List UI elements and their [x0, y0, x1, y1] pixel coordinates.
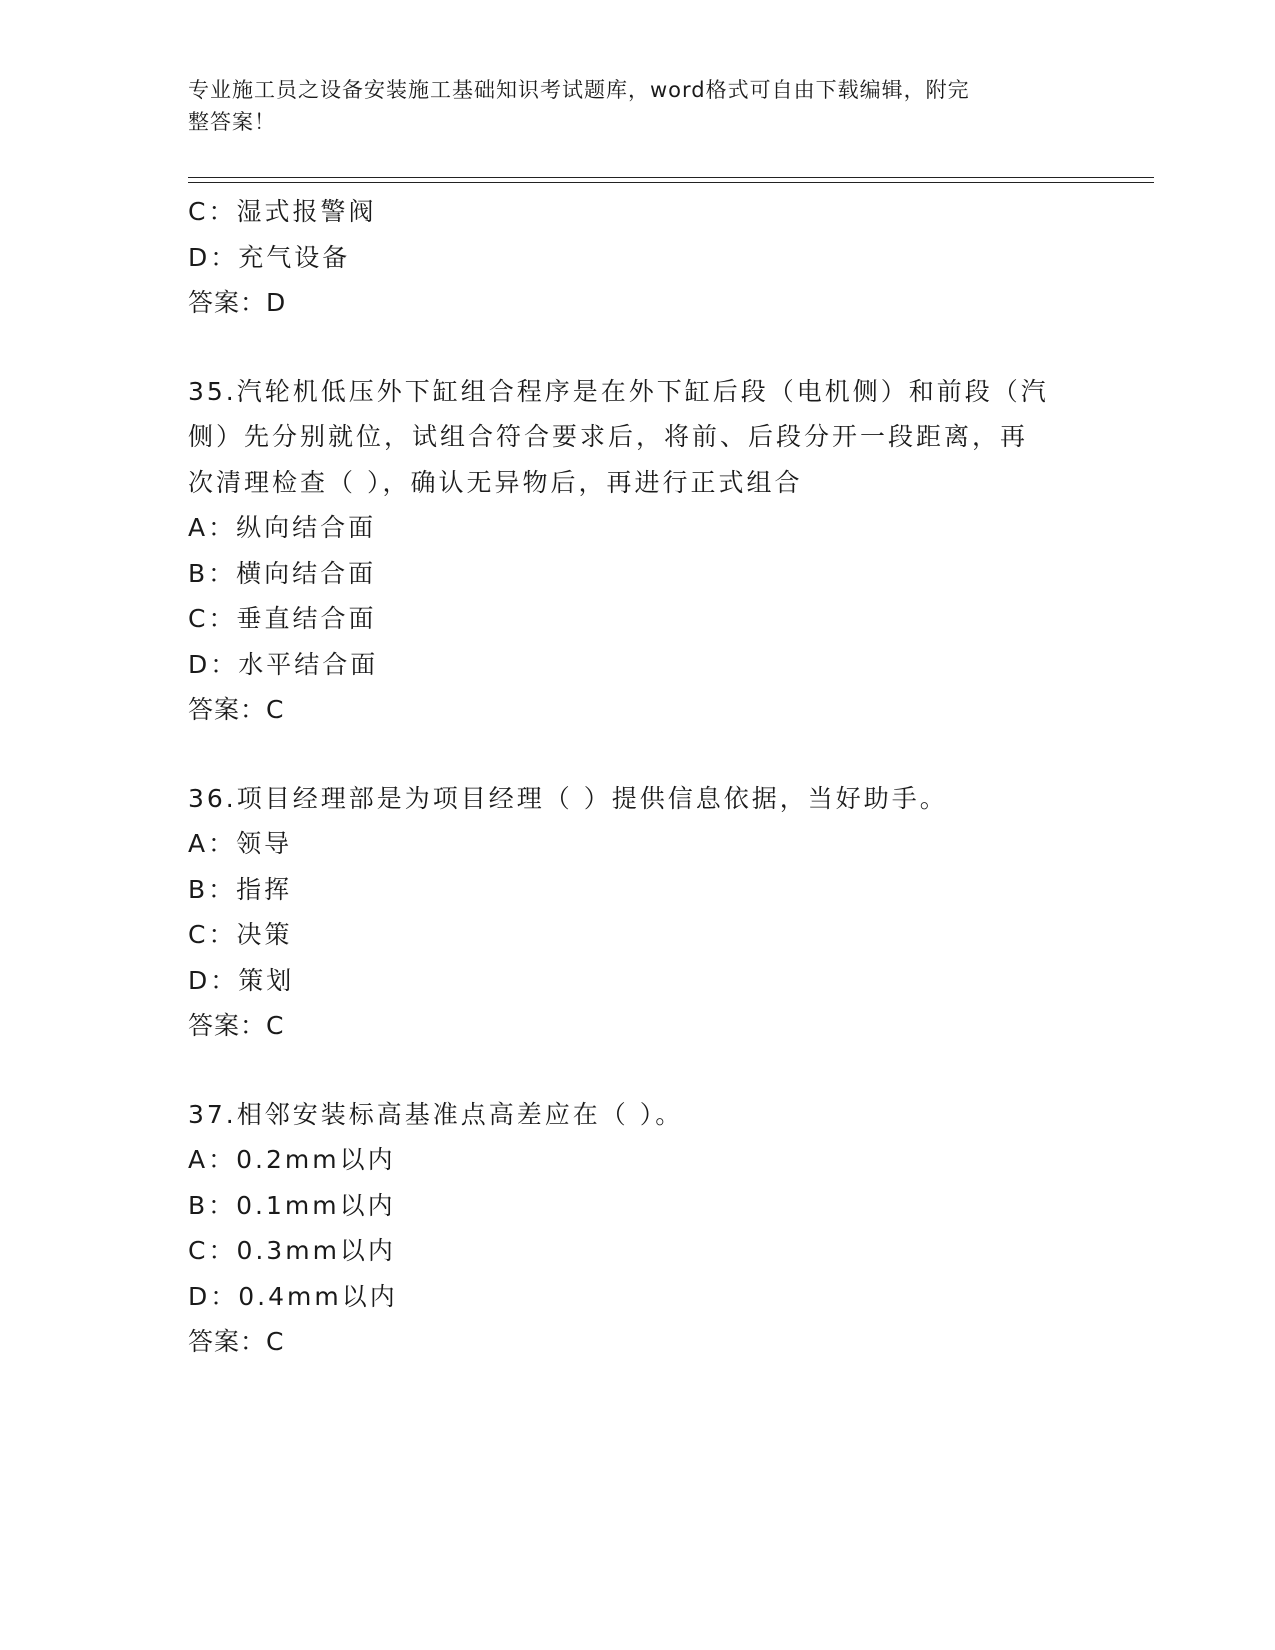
spacer — [188, 733, 1088, 776]
header-divider-top — [188, 177, 1154, 178]
page-header — [188, 74, 1068, 138]
option-a: A：纵向结合面 — [188, 513, 377, 542]
option-b: B：横向结合面 — [188, 558, 377, 588]
option-b: B：指挥 — [188, 874, 293, 904]
header-title-line-1: 专业施工员之设备安装施工基础知识考试题库，word格式可自由下载编辑，附完 — [188, 78, 970, 102]
option-c: C：湿式报警阀 — [188, 197, 377, 226]
spacer — [188, 1049, 1088, 1092]
option-c: C：决策 — [188, 920, 293, 949]
question-35 — [188, 369, 1088, 733]
question-stem-line: 37.相邻安装标高基准点高差应在（ ）。 — [188, 1099, 684, 1129]
header-divider-bottom — [188, 182, 1154, 183]
question-stem-line: 次清理检查（ ），确认无异物后，再进行正式组合 — [188, 467, 803, 497]
option-d: D：水平结合面 — [188, 649, 379, 679]
question-34-tail — [188, 189, 1088, 326]
option-c: C：垂直结合面 — [188, 604, 377, 633]
option-d: D：充气设备 — [188, 242, 351, 272]
answer: 答案：C — [188, 1327, 285, 1356]
question-stem-line: 侧）先分别就位，试组合符合要求后，将前、后段分开一段距离，再 — [188, 422, 1029, 451]
header-title-line-2: 整答案！ — [188, 110, 276, 134]
question-37 — [188, 1092, 1088, 1365]
option-d: D：策划 — [188, 965, 295, 995]
spacer — [188, 326, 1088, 369]
answer: 答案：D — [188, 288, 287, 317]
option-c: C：0.3mm以内 — [188, 1236, 396, 1265]
answer: 答案：C — [188, 695, 285, 724]
question-36 — [188, 776, 1088, 1049]
question-list — [188, 189, 1088, 1365]
question-stem-line: 35.汽轮机低压外下缸组合程序是在外下缸后段（电机侧）和前段（汽 — [188, 376, 1049, 406]
option-a: A：领导 — [188, 829, 293, 858]
option-d: D：0.4mm以内 — [188, 1281, 398, 1311]
question-stem-line: 36.项目经理部是为项目经理（ ）提供信息依据，当好助手。 — [188, 783, 948, 813]
option-b: B：0.1mm以内 — [188, 1190, 396, 1220]
option-a: A：0.2mm以内 — [188, 1145, 396, 1174]
answer: 答案：C — [188, 1011, 285, 1040]
